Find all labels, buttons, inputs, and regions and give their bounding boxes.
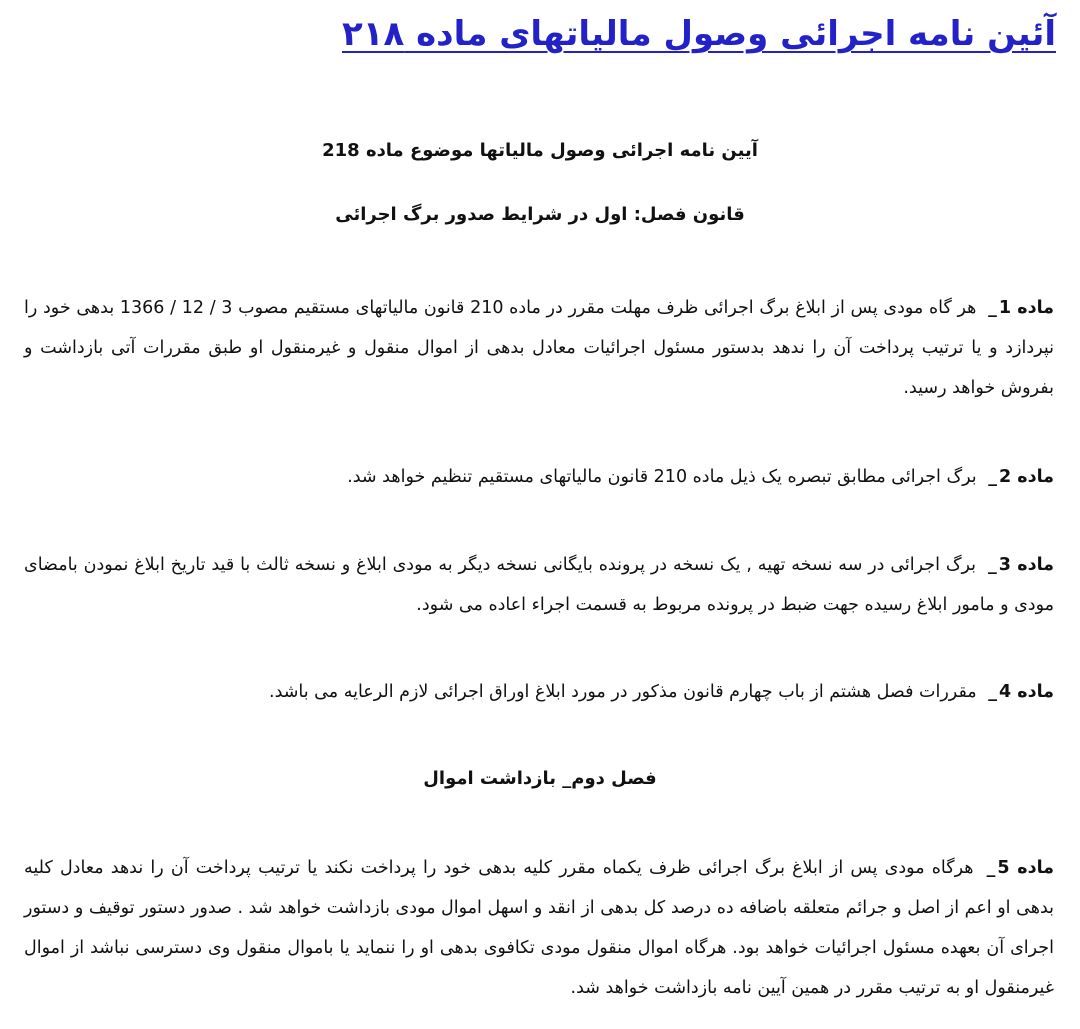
- article-2-separator: _: [988, 467, 997, 487]
- article-1: [24, 288, 1054, 408]
- article-3-label: ماده 3: [998, 555, 1054, 575]
- article-3-text: برگ اجرائی در سه نسخه تهیه , یک نسخه در پرونده بایگانی نسخه دیگر به مودی ابلاغ و نسخه ثالث با قید تاریخ ابلاغ نمودن بامضای مودی و مامور ابلاغ رسیده جهت ضبط در پرونده مربوط به قسمت اجراء اعاده می شود.: [24, 555, 1054, 615]
- article-4-separator: _: [988, 682, 997, 702]
- document-subtitle: آیین نامه اجرائی وصول مالیاتها موضوع ماده 218: [322, 140, 758, 161]
- article-2-text: برگ اجرائی مطابق تبصره یک ذیل ماده 210 قانون مالیاتهای مستقیم تنظیم خواهد شد.: [347, 467, 977, 487]
- page-title[interactable]: آئین نامه اجرائی وصول مالیاتهای ماده ۲۱۸: [341, 14, 1056, 54]
- article-3: [24, 545, 1054, 625]
- article-5: [24, 848, 1054, 1008]
- article-1-text: هر گاه مودی پس از ابلاغ برگ اجرائی ظرف مهلت مقرر در ماده 210 قانون مالیاتهای مستقیم مصوب 3 / 12 / 1366 بدهی خود را نپردازد و یا ترتیب پرداخت آن را ندهد بدستور مسئول اجرائیات معادل بدهی از اموال منقول و غیرمنقول او طبق مقررات آتی بازداشت و بفروش خواهد رسید.: [24, 298, 1054, 398]
- article-1-separator: _: [988, 298, 997, 318]
- article-4: [24, 672, 1054, 712]
- article-4-label: ماده 4: [999, 682, 1054, 702]
- article-4-text: مقررات فصل هشتم از باب چهارم قانون مذکور در مورد ابلاغ اوراق اجرائی لازم الرعایه می باشد.: [269, 682, 977, 702]
- article-5-text: هرگاه مودی پس از ابلاغ برگ اجرائی ظرف یکماه مقرر کلیه بدهی خود را پرداخت نکند یا ترتیب پرداخت آن را ندهد معادل کلیه بدهی او اعم از اصل و جرائم متعلقه باضافه ده درصد کل بدهی از انقد و اسهل اموال مودی بازداشت خواهد شد . صدور دستور توقیف و دستور اجرای آن بعهده مسئول اجرائیات خواهد بود. هرگاه اموال منقول مودی تکافوی بدهی او را ننماید یا باموال منقول وی دسترسی نباشد از اموال غیرمنقول او به ترتیب مقرر در همین آیین نامه بازداشت خواهد شد.: [24, 858, 1054, 998]
- article-2-label: ماده 2: [999, 467, 1054, 487]
- chapter-2-heading: فصل دوم_ بازداشت اموال: [423, 768, 657, 789]
- article-2: [24, 457, 1054, 497]
- article-1-label: ماده 1: [998, 298, 1054, 318]
- chapter-1-heading: قانون فصل: اول در شرایط صدور برگ اجرائی: [335, 204, 745, 225]
- article-5-separator: _: [986, 858, 996, 878]
- article-3-separator: _: [987, 555, 997, 575]
- article-5-label: ماده 5: [997, 858, 1054, 878]
